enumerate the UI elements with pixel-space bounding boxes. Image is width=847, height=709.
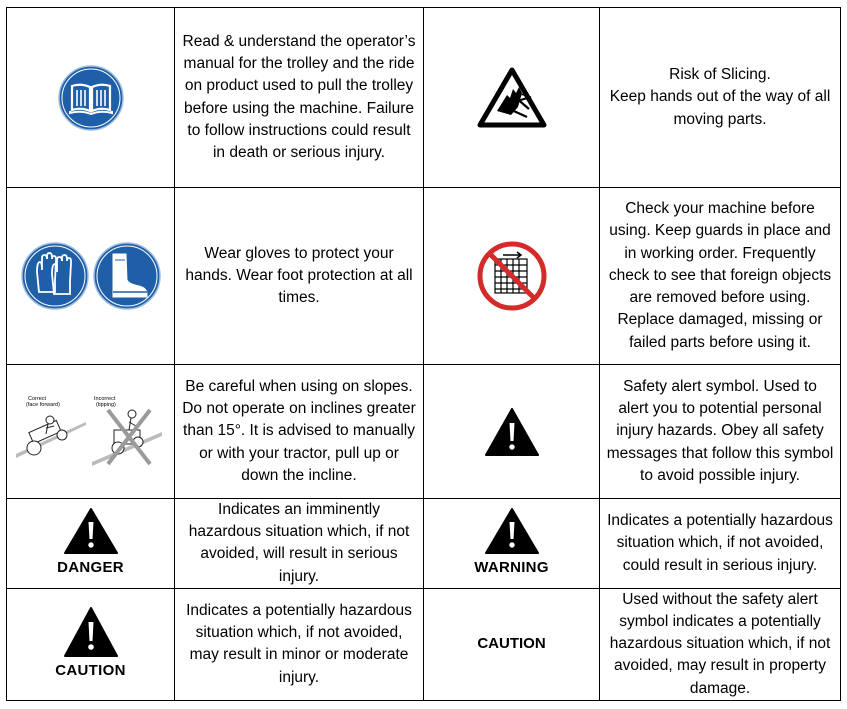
warning-triangle-icon xyxy=(484,507,540,555)
instruction-text xyxy=(600,8,841,188)
instruction-text-lines: Risk of Slicing. Keep hands out of the way of all moving parts. xyxy=(609,66,831,128)
instruction-text: Indicates a potentially hazardous situation which, if not avoided, could result in serious injury. xyxy=(600,499,841,589)
instruction-text: Used without the safety alert symbol indicates a potentially hazardous situation which, if not avoided, may result in property damage. xyxy=(600,588,841,700)
instruction-text: Check your machine before using. Keep guards in place and in working order. Frequently check to see that foreign objects are removed before using. Replace damaged, missing or failed parts before using it. xyxy=(600,188,841,365)
symbol-cell xyxy=(424,365,600,499)
signal-word-label: DANGER xyxy=(57,559,124,577)
table-row xyxy=(7,365,841,499)
instruction-text: Indicates a potentially hazardous situation which, if not avoided, may result in minor or moderate injury. xyxy=(175,588,424,700)
signal-word-label: CAUTION xyxy=(55,662,126,680)
symbol-cell xyxy=(424,188,600,365)
symbol-cell xyxy=(424,499,600,589)
instruction-text: Wear gloves to protect your hands. Wear foot protection at all times. xyxy=(175,188,424,365)
symbol-cell xyxy=(7,499,175,589)
safety-boots-icon xyxy=(93,242,161,310)
symbol-cell xyxy=(7,365,175,499)
caution-triangle-icon xyxy=(63,606,119,658)
incorrect-sublabel: (tipping) xyxy=(95,401,116,408)
table-row xyxy=(7,499,841,589)
safety-symbols-table xyxy=(6,7,841,701)
instruction-text: Read & understand the operator’s manual for the trolley and the ride on product used to pull the trolley before using the machine. Failure to follow instructions could result in death or serious injury. xyxy=(175,8,424,188)
hand-slicing-warning-icon xyxy=(477,67,547,129)
correct-label: Correct xyxy=(27,395,46,402)
symbol-cell xyxy=(7,8,175,188)
table-row xyxy=(7,8,841,188)
signal-word-label: CAUTION xyxy=(477,635,546,653)
safety-alert-triangle-icon xyxy=(484,407,540,457)
correct-sublabel: (face forward) xyxy=(25,401,60,408)
danger-triangle-icon xyxy=(63,507,119,555)
symbol-cell xyxy=(424,588,600,700)
symbol-cell xyxy=(424,8,600,188)
instruction-text: Indicates an imminently hazardous situation which, if not avoided, will result in serious injury. xyxy=(175,499,424,589)
table-row xyxy=(7,588,841,700)
read-manual-icon xyxy=(58,65,124,131)
incorrect-label: Incorrect xyxy=(93,395,115,402)
no-reaching-into-guard-icon xyxy=(477,241,547,311)
table-row xyxy=(7,188,841,365)
gloves-icon xyxy=(21,242,89,310)
symbol-cell xyxy=(7,588,175,700)
instruction-text: Be careful when using on slopes. Do not operate on inclines greater than 15°. It is advised to manually or with your tractor, pull up or down the incline. xyxy=(175,365,424,499)
slope-operation-illustration xyxy=(16,392,166,472)
instruction-text: Safety alert symbol. Used to alert you to potential personal injury hazards. Obey all safety messages that follow this symbol to avoid possible injury. xyxy=(600,365,841,499)
signal-word-label: WARNING xyxy=(474,559,549,577)
symbol-cell xyxy=(7,188,175,365)
